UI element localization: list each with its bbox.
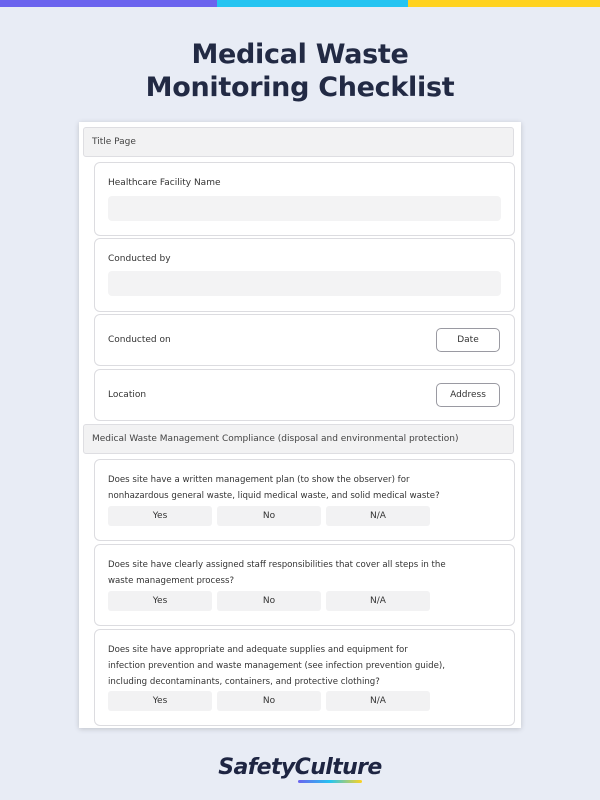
section-header-compliance: Medical Waste Management Compliance (disposal and environmental protection): [83, 424, 514, 454]
accent-bar-cyan: [217, 0, 408, 7]
answer-yes-button[interactable]: Yes: [108, 506, 212, 526]
question-3-line-3: including decontaminants, containers, and protective clothing?: [108, 677, 380, 687]
page-title-line-2: Monitoring Checklist: [145, 72, 455, 103]
location-label: Location: [108, 390, 147, 400]
question-2-line-1: Does site have clearly assigned staff responsibilities that cover all steps in the: [108, 560, 446, 570]
top-accent-bar: [0, 0, 600, 7]
page-title-line-1: Medical Waste: [191, 39, 409, 70]
safetyculture-logo: SafetyCulture: [218, 755, 382, 780]
question-card-2: [94, 544, 515, 626]
conducted-by-input[interactable]: [108, 271, 501, 296]
answer-na-button[interactable]: N/A: [326, 506, 430, 526]
facility-name-input[interactable]: [108, 196, 501, 221]
answer-no-button[interactable]: No: [217, 506, 321, 526]
question-card-1: [94, 459, 515, 541]
question-1-line-1: Does site have a written management plan (to show the observer) for: [108, 475, 410, 485]
facility-name-label: Healthcare Facility Name: [108, 178, 221, 188]
page-title: [0, 38, 600, 104]
question-text-2: [108, 557, 503, 589]
conducted-by-card: [94, 238, 515, 312]
question-text-1: [108, 472, 503, 504]
question-2-line-2: waste management process?: [108, 576, 235, 586]
answer-yes-button[interactable]: Yes: [108, 591, 212, 611]
conducted-on-card: [94, 314, 515, 366]
logo-underline-accent: [298, 780, 362, 783]
question-text-3: [108, 642, 503, 690]
accent-bar-yellow: [408, 0, 600, 7]
section-header-title-page: Title Page: [83, 127, 514, 157]
answer-options-3: [108, 691, 430, 711]
question-3-line-1: Does site have appropriate and adequate supplies and equipment for: [108, 645, 408, 655]
answer-no-button[interactable]: No: [217, 591, 321, 611]
location-card: [94, 369, 515, 421]
answer-options-1: [108, 506, 430, 526]
conducted-on-label: Conducted on: [108, 335, 171, 345]
question-3-line-2: infection prevention and waste management (see infection prevention guide),: [108, 661, 445, 671]
answer-options-2: [108, 591, 430, 611]
accent-bar-purple: [0, 0, 217, 7]
answer-yes-button[interactable]: Yes: [108, 691, 212, 711]
answer-no-button[interactable]: No: [217, 691, 321, 711]
facility-name-card: [94, 162, 515, 236]
checklist-sheet: [79, 122, 521, 728]
date-button[interactable]: Date: [436, 328, 500, 352]
question-card-3: [94, 629, 515, 726]
answer-na-button[interactable]: N/A: [326, 591, 430, 611]
question-1-line-2: nonhazardous general waste, liquid medical waste, and solid medical waste?: [108, 491, 440, 501]
address-button[interactable]: Address: [436, 383, 500, 407]
conducted-by-label: Conducted by: [108, 254, 171, 264]
answer-na-button[interactable]: N/A: [326, 691, 430, 711]
